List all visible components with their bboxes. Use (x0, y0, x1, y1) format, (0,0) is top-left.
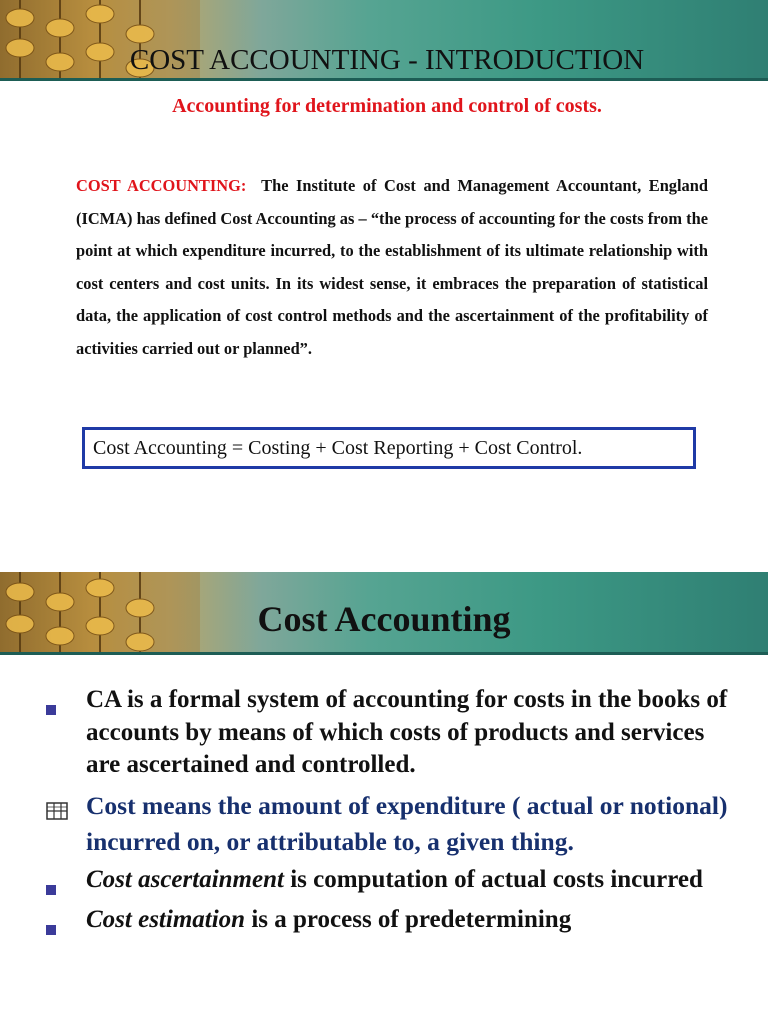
bullet-text: Cost means the amount of expenditure ( actual or notional) incurred on, or attributable to, a given thing. (86, 790, 728, 856)
definition-text: The Institute of Cost and Management Accountant, England (ICMA) has defined Cost Accounting as – “the process of accounting for the costs from the point at which expenditure incurred, to the establishment of its ultimate relationship with cost centers and cost units. In its widest sense, it embraces the preparation of statistical data, the application of cost control methods and the ascertainment of the profitability of activities carried out or planned”. (76, 176, 708, 358)
slide-title: Cost Accounting (257, 599, 511, 639)
square-bullet-icon (46, 912, 56, 945)
slide-cost-accounting (0, 572, 768, 1024)
formula-box (82, 427, 696, 469)
banner-rule (0, 78, 768, 81)
banner-rule (0, 652, 768, 655)
bullet-term: Cost estimation (86, 906, 246, 933)
square-bullet-icon (46, 872, 56, 905)
bullet-list (46, 684, 736, 937)
definition-term: COST ACCOUNTING: (76, 176, 247, 195)
grid-bullet-icon (46, 794, 68, 830)
bullet-text: CA is a formal system of accounting for costs in the books of accounts by means of which costs of products and services are ascertained and controlled. (86, 686, 728, 778)
page-title: COST ACCOUNTING - INTRODUCTION (129, 44, 645, 76)
bullet-term: Cost ascertainment (86, 865, 284, 893)
definition-paragraph (76, 170, 708, 365)
list-item (46, 684, 736, 782)
square-bullet-icon (46, 692, 56, 725)
bullet-text: is a process of predetermining (245, 906, 572, 933)
bullet-text: is computation of actual costs incurred (283, 865, 703, 893)
slide-subtitle: Accounting for determination and control of costs. (172, 95, 602, 117)
list-item (46, 788, 736, 860)
list-item (46, 904, 736, 937)
list-item (46, 864, 736, 897)
formula-text: Cost Accounting = Costing + Cost Reporting + Cost Control. (93, 437, 583, 459)
